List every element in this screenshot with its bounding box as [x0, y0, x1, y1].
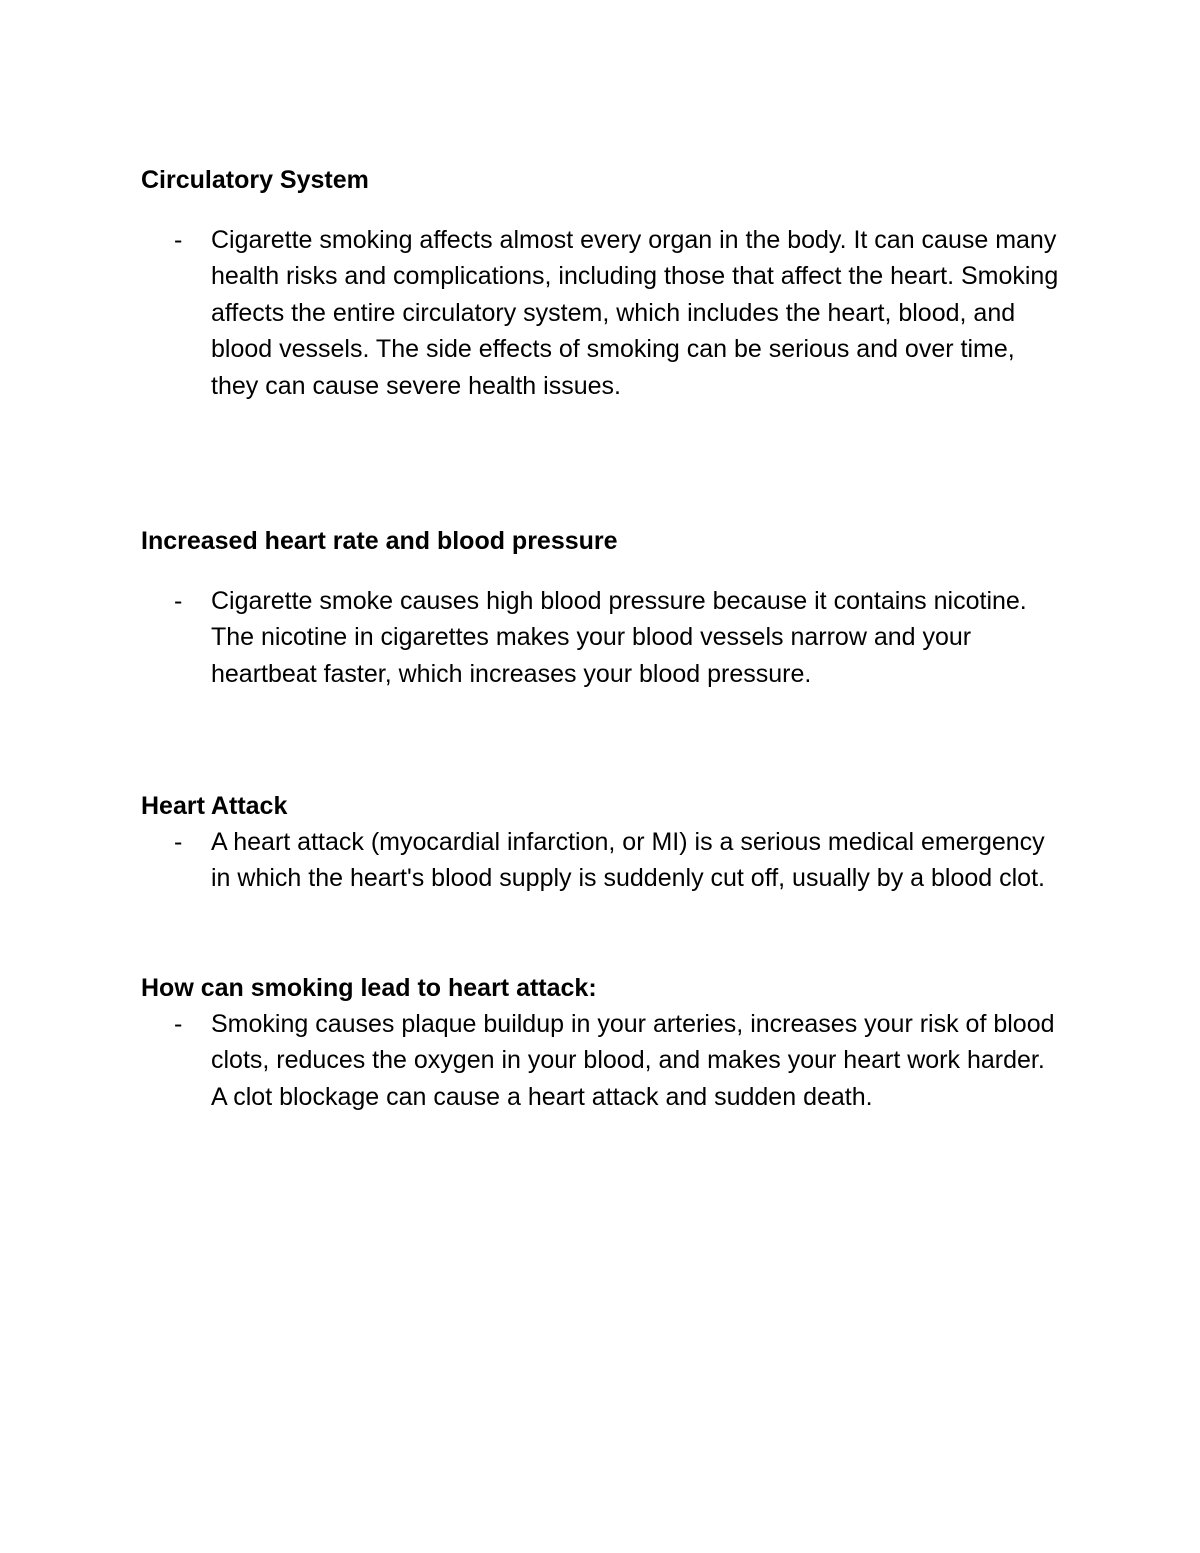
list-item — [141, 1006, 1061, 1115]
section-smoking-heart-attack — [141, 970, 1061, 1115]
bullet-list — [141, 824, 1061, 897]
list-item — [141, 222, 1061, 404]
section-heading: Circulatory System — [141, 166, 369, 194]
section-circulatory-system — [141, 162, 1061, 404]
bullet-text: Smoking causes plaque buildup in your arteries, increases your risk of blood clots, reduces the oxygen in your blood, and makes your heart work harder. A clot blockage can cause a heart attack and sudden death. — [211, 1010, 1055, 1111]
section-heart-rate-blood-pressure — [141, 523, 1061, 692]
section-heading: How can smoking lead to heart attack: — [141, 974, 597, 1002]
list-item — [141, 824, 1061, 897]
list-item — [141, 583, 1061, 692]
bullet-list — [141, 583, 1061, 692]
bullet-text: A heart attack (myocardial infarction, or MI) is a serious medical emergency in which the heart's blood supply is suddenly cut off, usually by a blood clot. — [211, 828, 1045, 893]
dash-bullet-marker: - — [174, 587, 183, 615]
dash-bullet-marker: - — [174, 1010, 183, 1038]
bullet-list — [141, 222, 1061, 404]
section-heading: Increased heart rate and blood pressure — [141, 527, 618, 555]
bullet-text: Cigarette smoke causes high blood pressure because it contains nicotine. The nicotine in cigarettes makes your blood vessels narrow and your heartbeat faster, which increases your blood pressure. — [211, 587, 1027, 688]
bullet-list — [141, 1006, 1061, 1115]
section-heart-attack — [141, 788, 1061, 897]
section-heading: Heart Attack — [141, 792, 288, 820]
dash-bullet-marker: - — [174, 226, 183, 254]
bullet-text: Cigarette smoking affects almost every organ in the body. It can cause many health risks and complications, including those that affect the heart. Smoking affects the entire circulatory system, which includes the heart, blood, and blood vessels. The side effects of smoking can be serious and over time, they can cause severe health issues. — [211, 226, 1059, 400]
dash-bullet-marker: - — [174, 828, 183, 856]
